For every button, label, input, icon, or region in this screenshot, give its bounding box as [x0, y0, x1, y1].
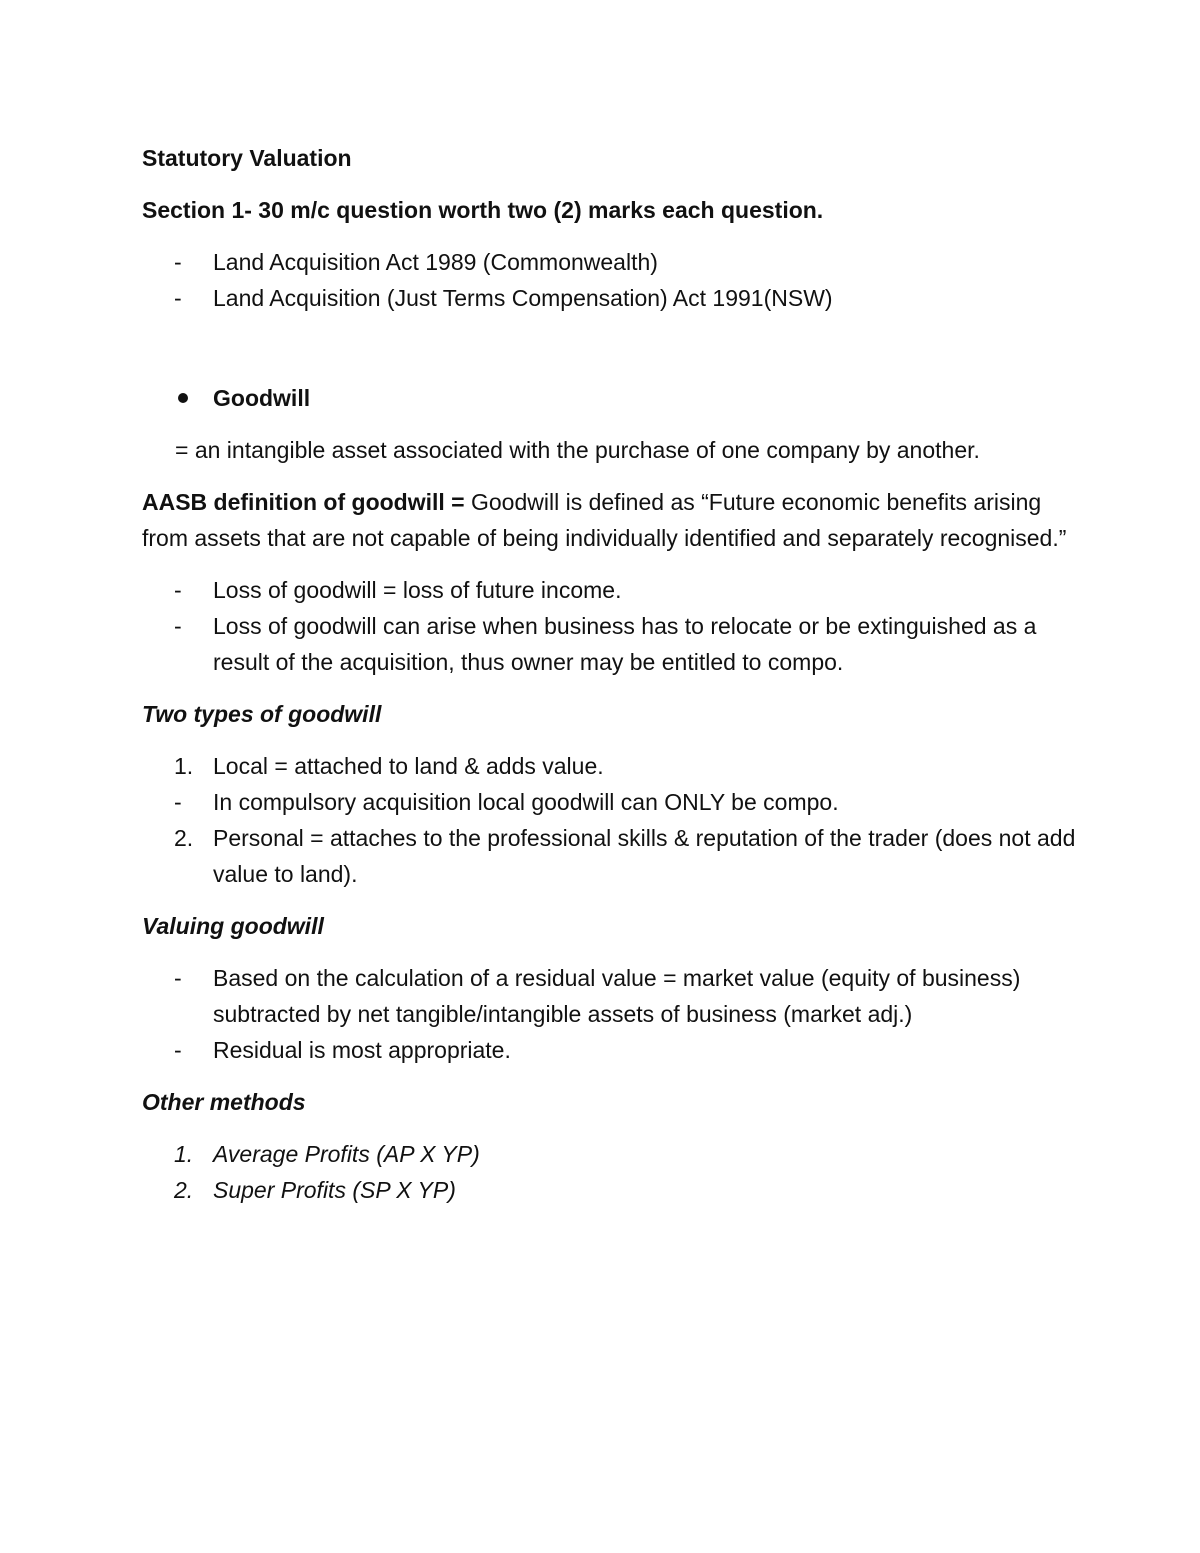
- list-item-text: Average Profits (AP X YP): [213, 1141, 480, 1167]
- valuing-list: [142, 960, 1082, 1068]
- list-item: [142, 960, 1082, 1032]
- list-item-text: Land Acquisition Act 1989 (Commonwealth): [213, 249, 658, 275]
- other-methods-heading: Other methods: [142, 1089, 306, 1115]
- dash-marker: -: [174, 249, 182, 275]
- goodwill-definition: = an intangible asset associated with the purchase of one company by another.: [175, 437, 980, 463]
- aasb-definition: [142, 484, 1082, 556]
- list-item-text: Residual is most appropriate.: [213, 1037, 511, 1063]
- list-item: [142, 1032, 1082, 1068]
- list-item-text: Based on the calculation of a residual value = market value (equity of business) subtracted by net tangible/intangible assets of business (market adj.): [213, 965, 1021, 1027]
- acts-list: [142, 244, 1082, 316]
- list-marker: 1.: [174, 753, 194, 779]
- dash-marker: -: [174, 965, 182, 991]
- list-item-text: Loss of goodwill can arise when business has to relocate or be extinguished as a result of the acquisition, thus owner may be entitled to compo.: [213, 613, 1037, 675]
- list-marker: -: [174, 789, 182, 815]
- goodwill-heading: Goodwill: [213, 385, 311, 411]
- list-item: [142, 1136, 1082, 1172]
- list-marker: 1.: [174, 1141, 194, 1167]
- list-marker: 2.: [174, 1177, 194, 1203]
- list-item-text: Loss of goodwill = loss of future income.: [213, 577, 622, 603]
- types-heading: Two types of goodwill: [142, 701, 382, 727]
- list-item-text: Personal = attaches to the professional skills & reputation of the trader (does not add value to land).: [213, 825, 1076, 887]
- aasb-text: Goodwill is defined as “Future economic benefits arising from assets that are not capable of being individually identified and separately recognised.”: [142, 489, 1067, 551]
- list-item: [142, 784, 1082, 820]
- list-item: [142, 244, 1082, 280]
- list-item: [142, 280, 1082, 316]
- aasb-label: AASB definition of goodwill =: [142, 489, 465, 515]
- document-title: Statutory Valuation: [142, 145, 352, 171]
- list-item: [142, 820, 1082, 892]
- list-marker: 2.: [174, 825, 194, 851]
- list-item: [142, 380, 1082, 416]
- goodwill-bullet-list: [142, 380, 1082, 416]
- dash-marker: -: [174, 577, 182, 603]
- loss-list: [142, 572, 1082, 680]
- list-item-text: In compulsory acquisition local goodwill can ONLY be compo.: [213, 789, 839, 815]
- types-list: [142, 748, 1082, 892]
- spacer: [142, 332, 1082, 380]
- other-methods-list: [142, 1136, 1082, 1208]
- list-item-text: Super Profits (SP X YP): [213, 1177, 456, 1203]
- document-page: [142, 140, 1082, 1224]
- list-item: [142, 608, 1082, 680]
- list-item: [142, 572, 1082, 608]
- list-item: [142, 1172, 1082, 1208]
- bullet-icon: [142, 380, 213, 416]
- dash-marker: -: [174, 285, 182, 311]
- list-item-text: Land Acquisition (Just Terms Compensation) Act 1991(NSW): [213, 285, 833, 311]
- dash-marker: -: [174, 613, 182, 639]
- section-heading: Section 1- 30 m/c question worth two (2) marks each question.: [142, 197, 824, 223]
- dash-marker: -: [174, 1037, 182, 1063]
- list-item-text: Local = attached to land & adds value.: [213, 753, 604, 779]
- valuing-heading: Valuing goodwill: [142, 913, 324, 939]
- list-item: [142, 748, 1082, 784]
